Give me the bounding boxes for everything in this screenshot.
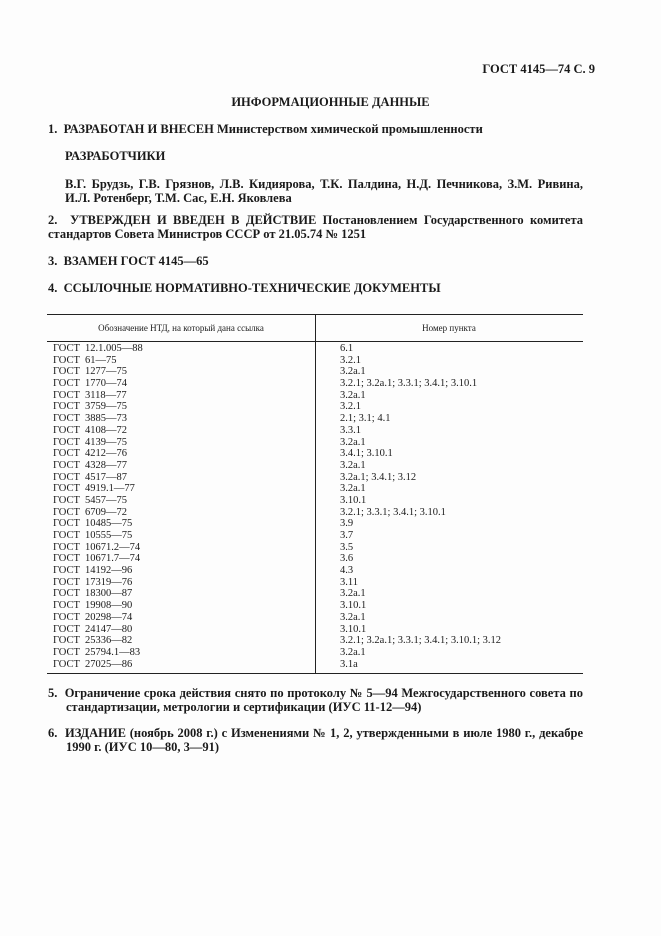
- clause-cell: 3.2a.1: [340, 436, 366, 448]
- column-header-clause: Номер пункта: [422, 323, 476, 333]
- designation-number: 20298—74: [85, 611, 133, 623]
- gost-prefix: ГОСТ: [53, 541, 80, 553]
- gost-prefix: ГОСТ: [53, 565, 80, 577]
- gost-prefix: ГОСТ: [53, 494, 80, 506]
- designation-number: 3118—77: [85, 389, 127, 401]
- designation-number: 4108—72: [85, 424, 127, 436]
- designation-number: 61—75: [85, 354, 117, 366]
- clause-cell: 3.10.1: [340, 600, 367, 612]
- gost-prefix: ГОСТ: [53, 413, 80, 425]
- clause-cell: 3.2.1; 3.2a.1; 3.3.1; 3.4.1; 3.10.1; 3.12: [340, 635, 501, 647]
- designation-number: 3759—75: [85, 401, 127, 413]
- gost-prefix: ГОСТ: [53, 576, 80, 588]
- gost-prefix: ГОСТ: [53, 530, 80, 541]
- gost-prefix: ГОСТ: [53, 448, 80, 460]
- table-row: [47, 565, 583, 577]
- designation-number: 25336—82: [85, 635, 133, 647]
- clause-cell: 3.10.1: [340, 494, 367, 506]
- designation-cell: [53, 413, 127, 425]
- table-row: [47, 647, 583, 659]
- clause-cell: 3.6: [340, 553, 354, 565]
- gost-prefix: ГОСТ: [53, 378, 80, 390]
- designation-number: 4517—87: [85, 471, 127, 483]
- designation-number: 27025—86: [85, 658, 133, 670]
- clause-cell: 3.2.1: [340, 401, 361, 413]
- designation-cell: [53, 366, 127, 378]
- table-row: [47, 518, 583, 530]
- gost-prefix: ГОСТ: [53, 553, 80, 565]
- designation-cell: [53, 530, 132, 542]
- gost-prefix: ГОСТ: [53, 506, 80, 518]
- clause-cell: 3.7: [340, 530, 354, 541]
- clause-cell: 3.11: [340, 576, 358, 588]
- table-row: [47, 483, 583, 495]
- designation-cell: [53, 635, 132, 647]
- clause-cell: 3.5: [340, 541, 354, 553]
- gost-prefix: ГОСТ: [53, 354, 80, 366]
- designation-number: 24147—80: [85, 623, 133, 635]
- designation-cell: [53, 565, 132, 577]
- gost-prefix: ГОСТ: [53, 600, 80, 612]
- designation-number: 18300—87: [85, 588, 133, 600]
- designation-cell: [53, 483, 135, 495]
- item-6: 6. ИЗДАНИЕ (ноябрь 2008 г.) с Изменениями № 1, 2, утвержденными в июле 1980 г., декабре 1990 г. (ИУС 10—80, 3—91): [48, 726, 583, 754]
- clause-cell: 3.3.1: [340, 424, 361, 436]
- designation-cell: [53, 425, 127, 437]
- designation-number: 5457—75: [85, 494, 127, 506]
- designation-cell: [53, 448, 127, 460]
- designation-cell: [53, 518, 132, 530]
- designation-cell: [53, 542, 140, 554]
- table-row: [47, 472, 583, 484]
- table-row: [47, 588, 583, 600]
- clause-cell: 3.2.1; 3.3.1; 3.4.1; 3.10.1: [340, 506, 446, 518]
- clause-cell: 3.2.1: [340, 354, 361, 366]
- clause-cell: 3.2.1; 3.2a.1; 3.3.1; 3.4.1; 3.10.1: [340, 378, 478, 390]
- designation-cell: [53, 495, 127, 507]
- developers-list: В.Г. Брудзь, Г.В. Грязнов, Л.В. Кидиярова, Т.К. Палдина, Н.Д. Печникова, З.М. Ривина, И.Л. Ротенберг, Т.М. Сас, Е.Н. Яковлева: [65, 177, 583, 205]
- table-row: [47, 378, 583, 390]
- table-row: [47, 355, 583, 367]
- designation-number: 19908—90: [85, 600, 133, 612]
- designation-number: 10671.2—74: [85, 541, 141, 553]
- designation-number: 4212—76: [85, 448, 127, 460]
- clause-cell: 3.2a.1: [340, 483, 366, 495]
- clause-cell: 3.2a.1: [340, 646, 366, 658]
- item-2: 2. УТВЕРЖДЕН И ВВЕДЕН В ДЕЙСТВИЕ Постановлением Государственного комитета стандартов Совета Министров СССР от 21.05.74 № 1251: [48, 213, 583, 241]
- table-row: [47, 413, 583, 425]
- gost-prefix: ГОСТ: [53, 424, 80, 436]
- table-row: [47, 366, 583, 378]
- designation-number: 14192—96: [85, 565, 133, 577]
- gost-prefix: ГОСТ: [53, 459, 80, 471]
- item-5: 5. Ограничение срока действия снято по протоколу № 5—94 Межгосударственного совета по стандартизации, метрологии и сертификации (ИУС 11-12—94): [48, 686, 584, 714]
- gost-prefix: ГОСТ: [53, 366, 80, 378]
- designation-number: 25794.1—83: [85, 646, 141, 658]
- designation-cell: [53, 624, 132, 636]
- designation-cell: [53, 647, 140, 659]
- clause-cell: 6.1: [340, 343, 354, 354]
- gost-prefix: ГОСТ: [53, 635, 80, 647]
- designation-cell: [53, 507, 127, 519]
- table-row: [47, 507, 583, 519]
- designation-number: 10671.7—74: [85, 553, 141, 565]
- clause-cell: 3.2a.1: [340, 459, 366, 471]
- designation-cell: [53, 437, 127, 449]
- gost-prefix: ГОСТ: [53, 343, 80, 354]
- table-row: [47, 401, 583, 413]
- clause-cell: 3.4.1; 3.10.1: [340, 448, 393, 460]
- designation-number: 4139—75: [85, 436, 127, 448]
- designation-number: 3885—73: [85, 413, 127, 425]
- table-row: [47, 530, 583, 542]
- table-row: [47, 495, 583, 507]
- gost-prefix: ГОСТ: [53, 518, 80, 530]
- designation-number: 10555—75: [85, 530, 133, 541]
- gost-prefix: ГОСТ: [53, 436, 80, 448]
- gost-prefix: ГОСТ: [53, 401, 80, 413]
- designation-cell: [53, 343, 143, 355]
- clause-cell: 3.2a.1; 3.4.1; 3.12: [340, 471, 417, 483]
- designation-number: 17319—76: [85, 576, 133, 588]
- designation-number: 4919.1—77: [85, 483, 135, 495]
- table-row: [47, 600, 583, 612]
- clause-cell: 3.9: [340, 518, 354, 530]
- designation-number: 1770—74: [85, 378, 127, 390]
- item-4: 4. ССЫЛОЧНЫЕ НОРМАТИВНО-ТЕХНИЧЕСКИЕ ДОКУМЕНТЫ: [48, 281, 441, 295]
- designation-number: 1277—75: [85, 366, 127, 378]
- designation-cell: [53, 378, 127, 390]
- designation-cell: [53, 577, 132, 589]
- table-row: [47, 659, 583, 671]
- gost-prefix: ГОСТ: [53, 611, 80, 623]
- table-row: [47, 624, 583, 636]
- clause-cell: 3.2a.1: [340, 389, 366, 401]
- designation-cell: [53, 659, 132, 671]
- designation-number: 6709—72: [85, 506, 127, 518]
- designation-number: 10485—75: [85, 518, 133, 530]
- table-row: [47, 448, 583, 460]
- item-3: 3. ВЗАМЕН ГОСТ 4145—65: [48, 254, 209, 268]
- designation-cell: [53, 472, 127, 484]
- table-row: [47, 635, 583, 647]
- table-row: [47, 612, 583, 624]
- clause-cell: 3.2a.1: [340, 366, 366, 378]
- designation-cell: [53, 401, 127, 413]
- page-header: ГОСТ 4145—74 С. 9: [482, 62, 595, 76]
- gost-prefix: ГОСТ: [53, 389, 80, 401]
- gost-prefix: ГОСТ: [53, 588, 80, 600]
- designation-cell: [53, 460, 127, 472]
- clause-cell: 4.3: [340, 565, 354, 577]
- developers-label: РАЗРАБОТЧИКИ: [65, 149, 166, 163]
- page-title: ИНФОРМАЦИОННЫЕ ДАННЫЕ: [231, 95, 430, 109]
- clause-cell: 3.1a: [340, 658, 358, 670]
- references-table: [47, 314, 583, 674]
- table-row: [47, 437, 583, 449]
- designation-cell: [53, 588, 132, 600]
- gost-prefix: ГОСТ: [53, 483, 80, 495]
- table-row: [47, 577, 583, 589]
- table-row: [47, 553, 583, 565]
- item-1: 1. РАЗРАБОТАН И ВНЕСЕН Министерством химической промышленности: [48, 122, 483, 136]
- gost-prefix: ГОСТ: [53, 658, 80, 670]
- designation-cell: [53, 553, 140, 565]
- table-row: [47, 343, 583, 355]
- table-row: [47, 390, 583, 402]
- column-header-designation: Обозначение НТД, на который дана ссылка: [98, 323, 264, 333]
- gost-prefix: ГОСТ: [53, 646, 80, 658]
- designation-cell: [53, 612, 132, 624]
- designation-cell: [53, 355, 117, 367]
- designation-number: 4328—77: [85, 459, 127, 471]
- table-row: [47, 460, 583, 472]
- table-row: [47, 425, 583, 437]
- clause-cell: 2.1; 3.1; 4.1: [340, 413, 391, 425]
- designation-number: 12.1.005—88: [85, 343, 143, 354]
- clause-cell: 3.10.1: [340, 623, 367, 635]
- gost-prefix: ГОСТ: [53, 623, 80, 635]
- clause-cell: 3.2a.1: [340, 588, 366, 600]
- designation-cell: [53, 390, 127, 402]
- table-row: [47, 542, 583, 554]
- designation-cell: [53, 600, 132, 612]
- clause-cell: 3.2a.1: [340, 611, 366, 623]
- gost-prefix: ГОСТ: [53, 471, 80, 483]
